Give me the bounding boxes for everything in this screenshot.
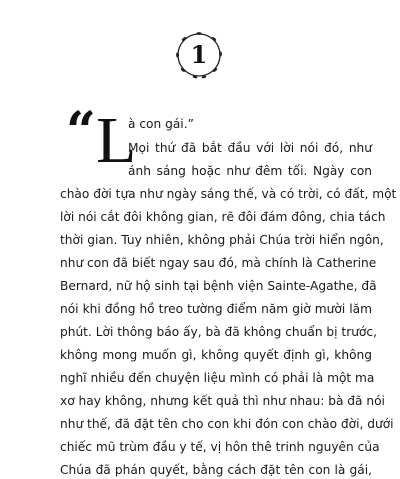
text-line: ánh sáng hoặc như đêm tối. Ngày con — [128, 164, 372, 178]
text-line: phút. Lời thông báo ấy, bà đã không chuẩn bị trước, — [60, 325, 377, 339]
text-line: thời gian. Tuy nhiên, không phải Chúa trời hiển ngôn, — [60, 233, 384, 247]
text-line: chiếc mũ trùm đầu y tế, vị hôn thê trinh nguyên của — [60, 440, 380, 454]
drop-cap-letter: L — [96, 104, 137, 177]
text-line: nghĩ nhiều đến chuyện liệu mình có phải là một ma — [60, 371, 375, 385]
text-line: như con đã biết ngay sau đó, mà chính là Catherine — [60, 256, 377, 270]
text-line: xơ hay không, nhưng kết quả thì như nhau: bà đã nói — [60, 394, 385, 408]
text-line: Mọi thứ đã bắt đầu với lời nói đó, như — [128, 141, 372, 155]
text-line: à con gái.” — [128, 117, 194, 131]
text-line: Chúa đã phán quyết, bằng cách đặt tên con là gái, — [60, 463, 372, 477]
text-line: chào đời tựa như ngày sáng thế, và có trời, có đất, một — [60, 187, 397, 201]
text-line: như thế, đã đặt tên cho con khi đón con chào đời, dưới — [60, 417, 394, 431]
text-line: nói khi đồng hồ treo tường điểm năm giờ mười lăm — [60, 302, 372, 316]
text-line: lời nói cắt đôi không gian, rẽ đôi đám đông, chia tách — [60, 210, 386, 224]
text-line: Bernard, nữ hộ sinh tại bệnh viện Sainte-Agathe, đã — [60, 279, 377, 293]
text-line: không mong muốn gì, không quyết định gì, không — [60, 348, 372, 362]
chapter-number: 1 — [190, 40, 208, 69]
opening-quote-mark: “ — [66, 101, 96, 162]
